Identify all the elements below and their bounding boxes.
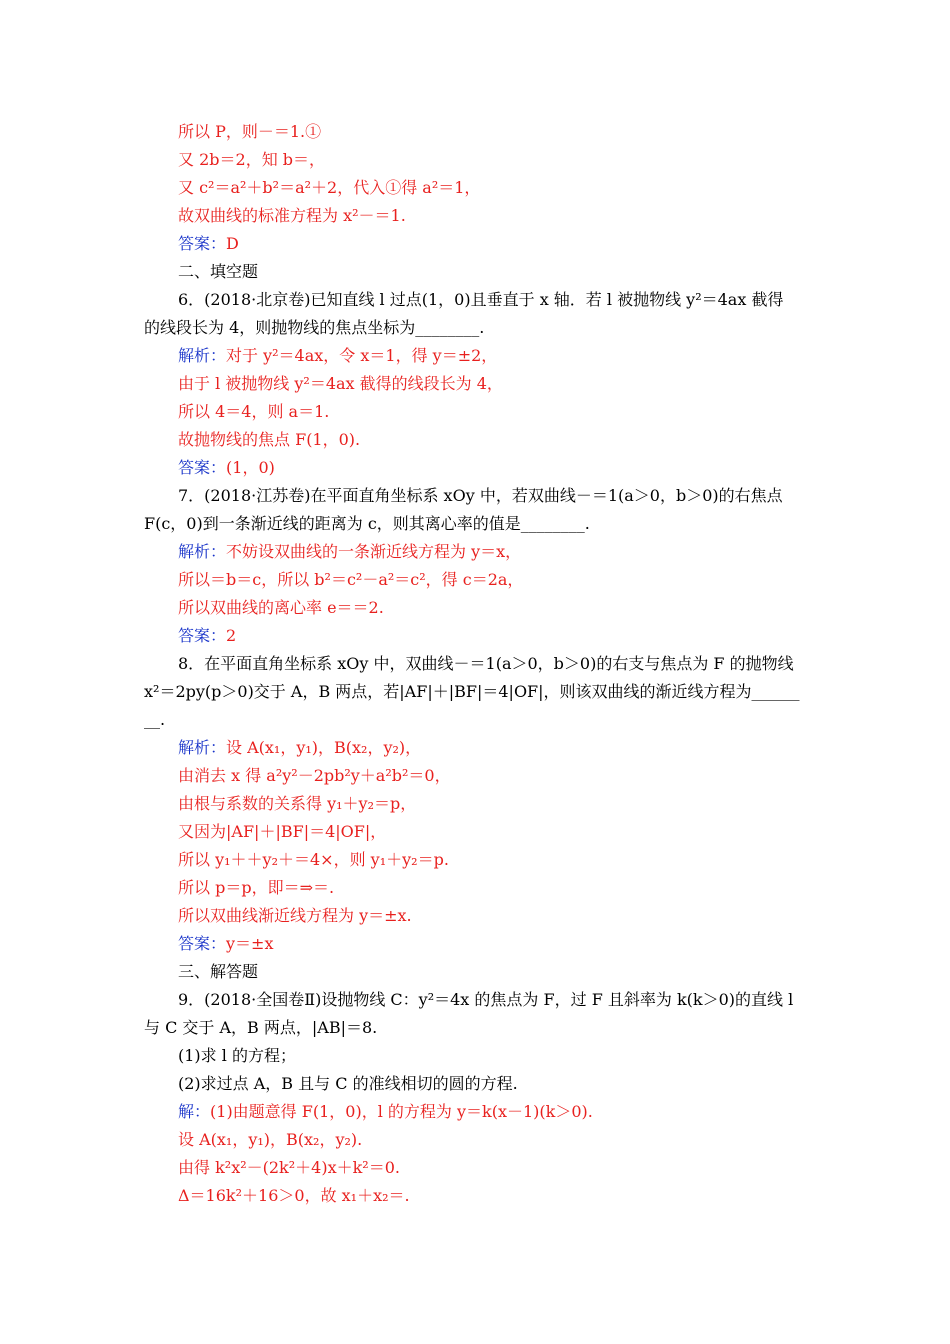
solution-line: 解析：不妨设双曲线的一条渐近线方程为 y＝x， [178, 542, 522, 561]
question-line: x²＝2py(p＞0)交于 A，B 两点，若|AF|＋|BF|＝4|OF|，则该双曲线的渐近线方程为______ [144, 682, 800, 701]
answer-line [178, 457, 275, 479]
solution-line: 又 2b＝2，知 b＝， [178, 150, 326, 169]
question-line: (1)求 l 的方程； [178, 1046, 296, 1065]
question-line: __. [144, 710, 166, 729]
question-line: F(c，0)到一条渐近线的距离为 c，则其离心率的值是________. [144, 514, 590, 533]
solution-line: 故双曲线的标准方程为 x²－＝1. [178, 206, 406, 225]
question-line: 7．(2018·江苏卷)在平面直角坐标系 xOy 中，若双曲线－＝1(a＞0，b＞0)的右焦点 [178, 486, 783, 505]
solution-label: 解： [178, 1102, 211, 1121]
solution-line: 设 A(x₁，y₁)，B(x₂，y₂). [178, 1130, 363, 1149]
answer-label: 答案： [178, 934, 227, 953]
answer-line [178, 625, 236, 647]
solution-line: 所以双曲线渐近线方程为 y＝±x. [178, 906, 412, 925]
answer-label: 答案： [178, 626, 227, 645]
question-line: 9．(2018·全国卷Ⅱ)设抛物线 C：y²＝4x 的焦点为 F，过 F 且斜率为 k(k＞0)的直线 l [178, 990, 794, 1009]
solution-line: Δ＝16k²＋16＞0，故 x₁＋x₂＝. [178, 1186, 410, 1205]
solution-line: 又 c²＝a²＋b²＝a²＋2，代入①得 a²＝1， [178, 178, 481, 197]
section-heading: 三、解答题 [178, 962, 259, 981]
answer-label: 答案： [178, 458, 227, 477]
solution-label: 解析： [178, 542, 227, 561]
solution-line: 所以 p＝p，即＝⇒＝. [178, 878, 335, 897]
answer-value: 2 [226, 626, 237, 645]
solution-line: 又因为|AF|＋|BF|＝4|OF|， [178, 822, 387, 841]
answer-line [178, 233, 239, 255]
question-line: 与 C 交于 A，B 两点，|AB|＝8. [144, 1018, 378, 1037]
solution-line: 所以＝b＝c，所以 b²＝c²－a²＝c²，得 c＝2a， [178, 570, 524, 589]
question-line: 8．在平面直角坐标系 xOy 中，双曲线－＝1(a＞0，b＞0)的右支与焦点为 F 的抛物线 [178, 654, 794, 673]
solution-line: 解：(1)由题意得 F(1，0)，l 的方程为 y＝k(x－1)(k＞0). [178, 1102, 593, 1121]
answer-value: (1，0) [226, 458, 275, 477]
solution-line: 由于 l 被抛物线 y²＝4ax 截得的线段长为 4， [178, 374, 503, 393]
question-line: 的线段长为 4，则抛物线的焦点坐标为________. [144, 318, 485, 337]
solution-line: 所以 y₁＋＋y₂＋＝4×，则 y₁＋y₂＝p. [178, 850, 449, 869]
solution-line: 由根与系数的关系得 y₁＋y₂＝p， [178, 794, 417, 813]
question-line: (2)求过点 A，B 且与 C 的准线相切的圆的方程. [178, 1074, 518, 1093]
solution-line: 所以双曲线的离心率 e＝＝2. [178, 598, 384, 617]
answer-label: 答案： [178, 234, 227, 253]
solution-line: 解析：设 A(x₁，y₁)，B(x₂，y₂)， [178, 738, 422, 757]
question-line: 6．(2018·北京卷)已知直线 l 过点(1，0)且垂直于 x 轴．若 l 被抛物线 y²＝4ax 截得 [178, 290, 784, 309]
solution-line: 解析：对于 y²＝4ax，令 x＝1，得 y＝±2， [178, 346, 498, 365]
solution-line: 所以 4＝4，则 a＝1. [178, 402, 330, 421]
answer-value: D [226, 234, 239, 253]
answer-line [178, 933, 274, 955]
answer-value: y＝±x [226, 934, 274, 953]
solution-line: 由消去 x 得 a²y²－2pb²y＋a²b²＝0， [178, 766, 451, 785]
solution-label: 解析： [178, 346, 227, 365]
solution-line: 故抛物线的焦点 F(1，0). [178, 430, 361, 449]
solution-line: 所以 P，则－＝1.① [178, 122, 322, 141]
section-heading: 二、填空题 [178, 262, 259, 281]
solution-label: 解析： [178, 738, 227, 757]
solution-line: 由得 k²x²－(2k²＋4)x＋k²＝0. [178, 1158, 400, 1177]
